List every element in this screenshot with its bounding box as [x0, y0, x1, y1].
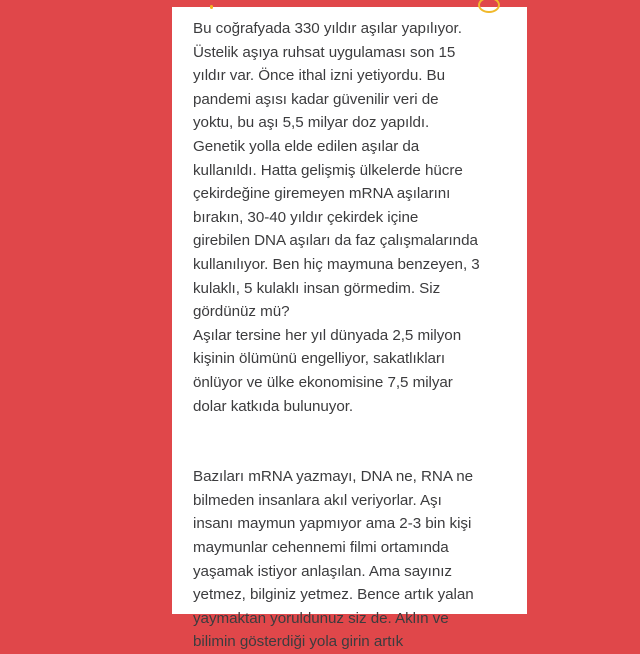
paragraph-gap: [193, 418, 517, 442]
text-line: girebilen DNA aşıları da faz çalışmalarında: [193, 232, 478, 250]
paragraph-1: [193, 17, 517, 418]
text-line: dolar katkıda bulunuyor.: [193, 397, 354, 415]
text-line: pandemi aşısı kadar güvenilir veri de: [193, 90, 439, 108]
text-line: bırakın, 30-40 yıldır çekirdek içine: [193, 208, 419, 226]
text-line: Üstelik aşıya ruhsat uygulaması son 15: [193, 43, 456, 61]
text-line: yaşamak istiyor anlaşılan. Ama sayınız: [193, 562, 452, 580]
text-line: kullanılıyor. Ben hiç maymuna benzeyen, 3: [193, 255, 480, 273]
text-line: kullanıldı. Hatta gelişmiş ülkelerde hücre: [193, 161, 463, 179]
text-line: Bu coğrafyada 330 yıldır aşılar yapılıyor.: [193, 20, 462, 37]
text-line: yoktu, bu aşı 5,5 milyar doz yapıldı.: [193, 114, 430, 132]
text-line: kulaklı, 5 kulaklı insan görmedim. Siz: [193, 279, 441, 297]
text-line: gördünüz mü?: [193, 303, 290, 321]
text-line: yıldır var. Önce ithal izni yetiyordu. Bu: [193, 67, 446, 85]
text-line: kişinin ölümünü engelliyor, sakatlıkları: [193, 350, 446, 368]
paragraph-2: [193, 465, 517, 654]
text-line: insanı maymun yapmıyor ama 2-3 bin kişi: [193, 515, 472, 533]
post-card: [172, 7, 527, 651]
text-line: maymunlar cehennemi filmi ortamında: [193, 539, 449, 557]
text-line: Aşılar tersine her yıl dünyada 2,5 milyon: [193, 326, 462, 344]
text-line: yaymaktan yoruldunuz siz de. Aklın ve: [193, 609, 449, 627]
text-line: bilimin gösterdiği yola girin artık: [193, 633, 404, 651]
highlight-mark-icon: [210, 5, 213, 9]
text-line: Genetik yolla elde edilen aşılar da: [193, 137, 420, 155]
paragraph-gap: [193, 442, 517, 466]
text-line: yetmez, bilginiz yetmez. Bence artık yalan: [193, 586, 474, 604]
text-line: Bazıları mRNA yazmayı, DNA ne, RNA ne: [193, 468, 474, 486]
text-line: bilmeden insanlara akıl veriyorlar. Aşı: [193, 491, 442, 509]
text-line: çekirdeğine giremeyen mRNA aşılarını: [193, 185, 451, 203]
emoji-partial-icon: [478, 0, 500, 13]
text-line: önlüyor ve ülke ekonomisine 7,5 milyar: [193, 373, 453, 391]
